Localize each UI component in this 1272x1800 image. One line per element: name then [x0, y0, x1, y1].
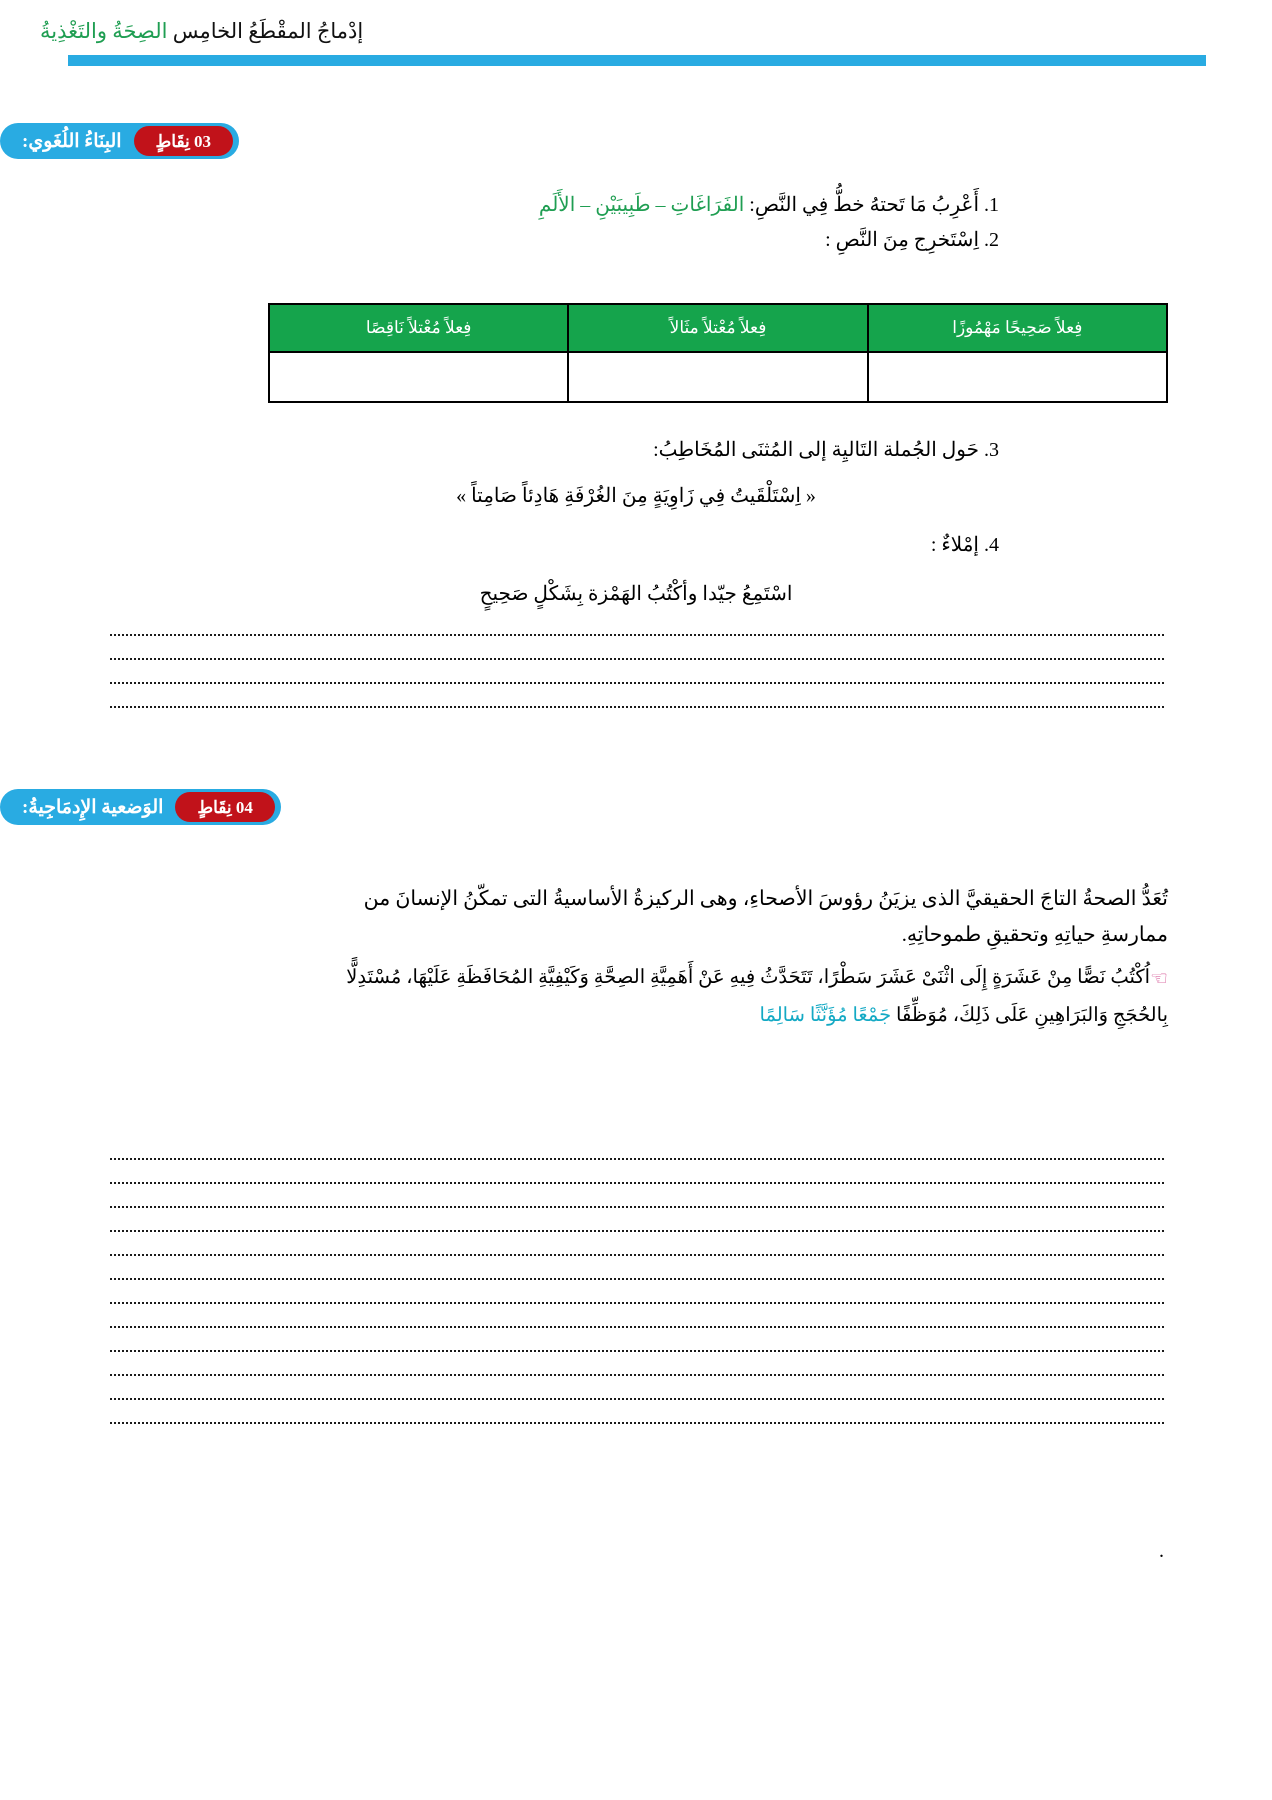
question-3 — [100, 435, 1010, 466]
header-divider-rule — [68, 55, 1206, 66]
section1-badge — [0, 123, 1234, 159]
question-1 — [100, 190, 1010, 221]
intro-line-2: ممارسةِ حياتِهِ وتحقيقِ طموحاتِهِ. — [901, 923, 1168, 946]
question-4-instruction: اسْتَمِعُ جيّدا وأكْتُبُ الهَمْزة بِشَكْلٍ صَحِيحٍ — [479, 583, 793, 605]
question-3-number: 3. — [984, 439, 999, 461]
task-line-2-text: بِالحُجَجِ وَالبَرَاهِينِ عَلَى ذَلِكَ، مُوَظِّفًا — [891, 1005, 1168, 1026]
section2-task-paragraph — [100, 960, 1168, 1034]
question-3-block — [100, 435, 1010, 470]
question-1-text: أَعْرِبُ مَا تَحتهُ خطُّ فِي النَّصِ: — [749, 194, 979, 216]
answer-line[interactable] — [110, 682, 1164, 684]
answer-line[interactable] — [110, 1326, 1164, 1328]
section1-points-badge: 03 نِقَاطٍ — [134, 126, 233, 156]
answer-line[interactable] — [110, 1302, 1164, 1304]
question-2-text: اِسْتَخرِج مِنَ النَّصِ : — [825, 229, 979, 251]
header-title — [40, 18, 363, 45]
question-4-text: إمْلاءٌ : — [930, 534, 979, 556]
section1-answer-lines[interactable] — [110, 634, 1164, 730]
section1-badge-blue — [0, 123, 239, 159]
section1-question-list — [100, 190, 1010, 260]
answer-line[interactable] — [110, 1206, 1164, 1208]
question-3-quote: « اِسْتَلْقَيتُ فِي زَاوِيَةٍ مِنَ الغُرْفَةِ هَادِئاً صَامِتاً » — [456, 485, 816, 507]
task-line-2 — [100, 998, 1168, 1034]
section2-badge — [0, 789, 1192, 825]
answer-line[interactable] — [110, 706, 1164, 708]
table-answer-cell-1[interactable] — [568, 352, 867, 402]
question-1-words: الفَرَاغَاتِ – طَبِيبَيْنِ – الأَلَمِ — [538, 194, 745, 216]
table-header-cell-2: فِعلاً مُعْتلاً نَاقِصًا — [269, 304, 568, 352]
trailing-period: . — [1159, 1540, 1164, 1562]
question-2-number: 2. — [984, 229, 999, 251]
section2-answer-lines[interactable] — [110, 1158, 1164, 1446]
answer-line[interactable] — [110, 634, 1164, 636]
answer-line[interactable] — [110, 1350, 1164, 1352]
section2-badge-label: الوَضعية الإِدمَاجِيةُ: — [22, 796, 164, 818]
table-header-row — [269, 304, 1167, 352]
task-line-2-highlight: جَمْعًا مُؤَنَّثًا سَالِمًا — [759, 1005, 892, 1026]
answer-line[interactable] — [110, 1398, 1164, 1400]
task-line-1-text: اُكْتُبُ نَصًّا مِنْ عَشَرَةٍ إِلَى اثْنَىْ عَشَرَ سَطْرًا، تَتَحَدَّثُ فِيهِ عَنْ أَهَمِيَّةِ الصِحَّةِ وَكَيْفِيَّةِ المُحَافَظَةِ عَلَيْهَا، مُسْتَدِلًّا — [346, 967, 1151, 988]
answer-line[interactable] — [110, 1182, 1164, 1184]
answer-line[interactable] — [110, 1230, 1164, 1232]
header-title-green: الصِحَةُ والتَغْذِيةُ — [40, 19, 168, 43]
task-line-1 — [100, 960, 1168, 998]
pointing-hand-icon: ☞ — [1150, 968, 1168, 990]
table-header-cell-1: فِعلاً مُعْتلاً مثَالاً — [568, 304, 867, 352]
document-header — [40, 18, 1232, 45]
table-row — [269, 352, 1167, 402]
question-2 — [100, 225, 1010, 256]
section2-points-badge: 04 نِقَاطٍ — [175, 792, 274, 822]
table-header-cell-0: فِعلاً صَحِيحًا مَهْمُوزًا — [868, 304, 1167, 352]
question-3-text: حَول الجُملة التَاليِة إلى المُثنَى المُخَاطِبُ: — [653, 439, 979, 461]
header-title-black: إدْماجُ المقْطَعُ الخامِس — [172, 19, 364, 43]
answer-line[interactable] — [110, 1158, 1164, 1160]
section2-intro-paragraph — [104, 882, 1168, 954]
question-4-number: 4. — [984, 534, 999, 556]
answer-line[interactable] — [110, 1254, 1164, 1256]
answer-line[interactable] — [110, 1374, 1164, 1376]
verb-types-table — [268, 303, 1168, 403]
section2-badge-blue — [0, 789, 281, 825]
question-1-number: 1. — [984, 194, 999, 216]
answer-line[interactable] — [110, 658, 1164, 660]
answer-line[interactable] — [110, 1422, 1164, 1424]
table-answer-cell-0[interactable] — [868, 352, 1167, 402]
question-4 — [100, 530, 1010, 561]
answer-line[interactable] — [110, 1278, 1164, 1280]
question-4-block — [100, 530, 1010, 565]
table-answer-cell-2[interactable] — [269, 352, 568, 402]
section1-badge-label: البِنَاءُ اللُغَوي: — [22, 130, 122, 152]
intro-line-1: تُعَدُّ الصحةُ التاجَ الحقيقيَّ الذى يزيَنُ رؤوسَ الأصحاءِ، وهى الركيزةُ الأساسيةُ التى تمكّنُ الإنسانَ من — [363, 888, 1168, 910]
